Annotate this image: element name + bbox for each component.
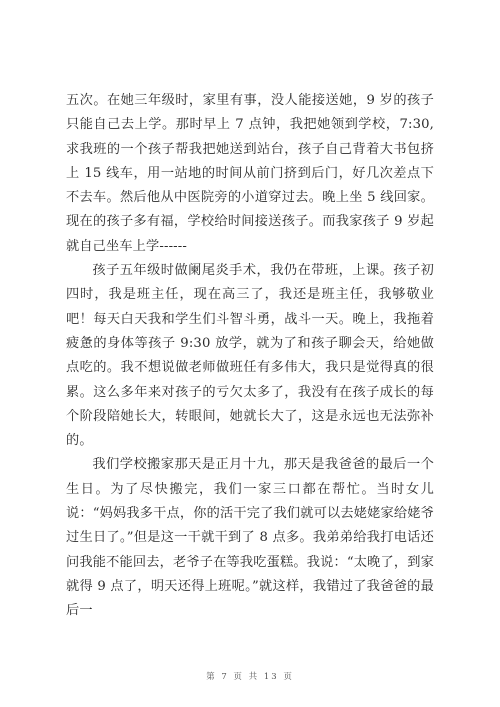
paragraph-1: 五次。在她三年级时，家里有事，没人能接送她，9 岁的孩子只能自己去上学。那时早上 7 点钟，我把她领到学校，7:30,求我班的一个孩子帮我把她送到站台，孩子自己背着大书包挤上 15 线车，用一站地的时间从前门挤到后门，好几次差点下不去车。然后他从中医院旁的小道穿过去。晚上坐 5 线回家。现在的孩子多有福，学校给时间接送孩子。而我家孩子 9 岁起就自己坐车上学------ [66, 93, 434, 254]
paragraph-2: 孩子五年级时做阑尾炎手术，我仍在带班，上课。孩子初四时，我是班主任，现在高三了，我还是班主任，我够敬业吧！每天白天我和学生们斗智斗勇，战斗一天。晚上，我拖着疲惫的身体等孩子 9:30 放学，就为了和孩子聊会天，给她做点吃的。我不想说做老师做班任有多伟大，我只是觉得真的很累。这么多年来对孩子的亏欠太多了，我没有在孩子成长的每个阶段陪她长大，转眼间，她就长大了，这是永远也无法弥补的。 [66, 263, 434, 449]
paragraph-3: 我们学校搬家那天是正月十九，那天是我爸爸的最后一个生日。为了尽快搬完，我们一家三口都在帮忙。当时女儿说：“妈妈我多干点，你的活干完了我们就可以去姥姥家给姥爷过生日了。”但是这一干就干到了 8 点多。我弟弟给我打电话还问我能不能回去，老爷子在等我吃蛋糕。我说：“太晚了，到家就得 9 点了，明天还得上班呢。”就这样，我错过了我爸爸的最后一 [66, 457, 434, 619]
document-body [66, 89, 434, 624]
page-number-footer: 第 7 页 共 13 页 [206, 672, 294, 682]
